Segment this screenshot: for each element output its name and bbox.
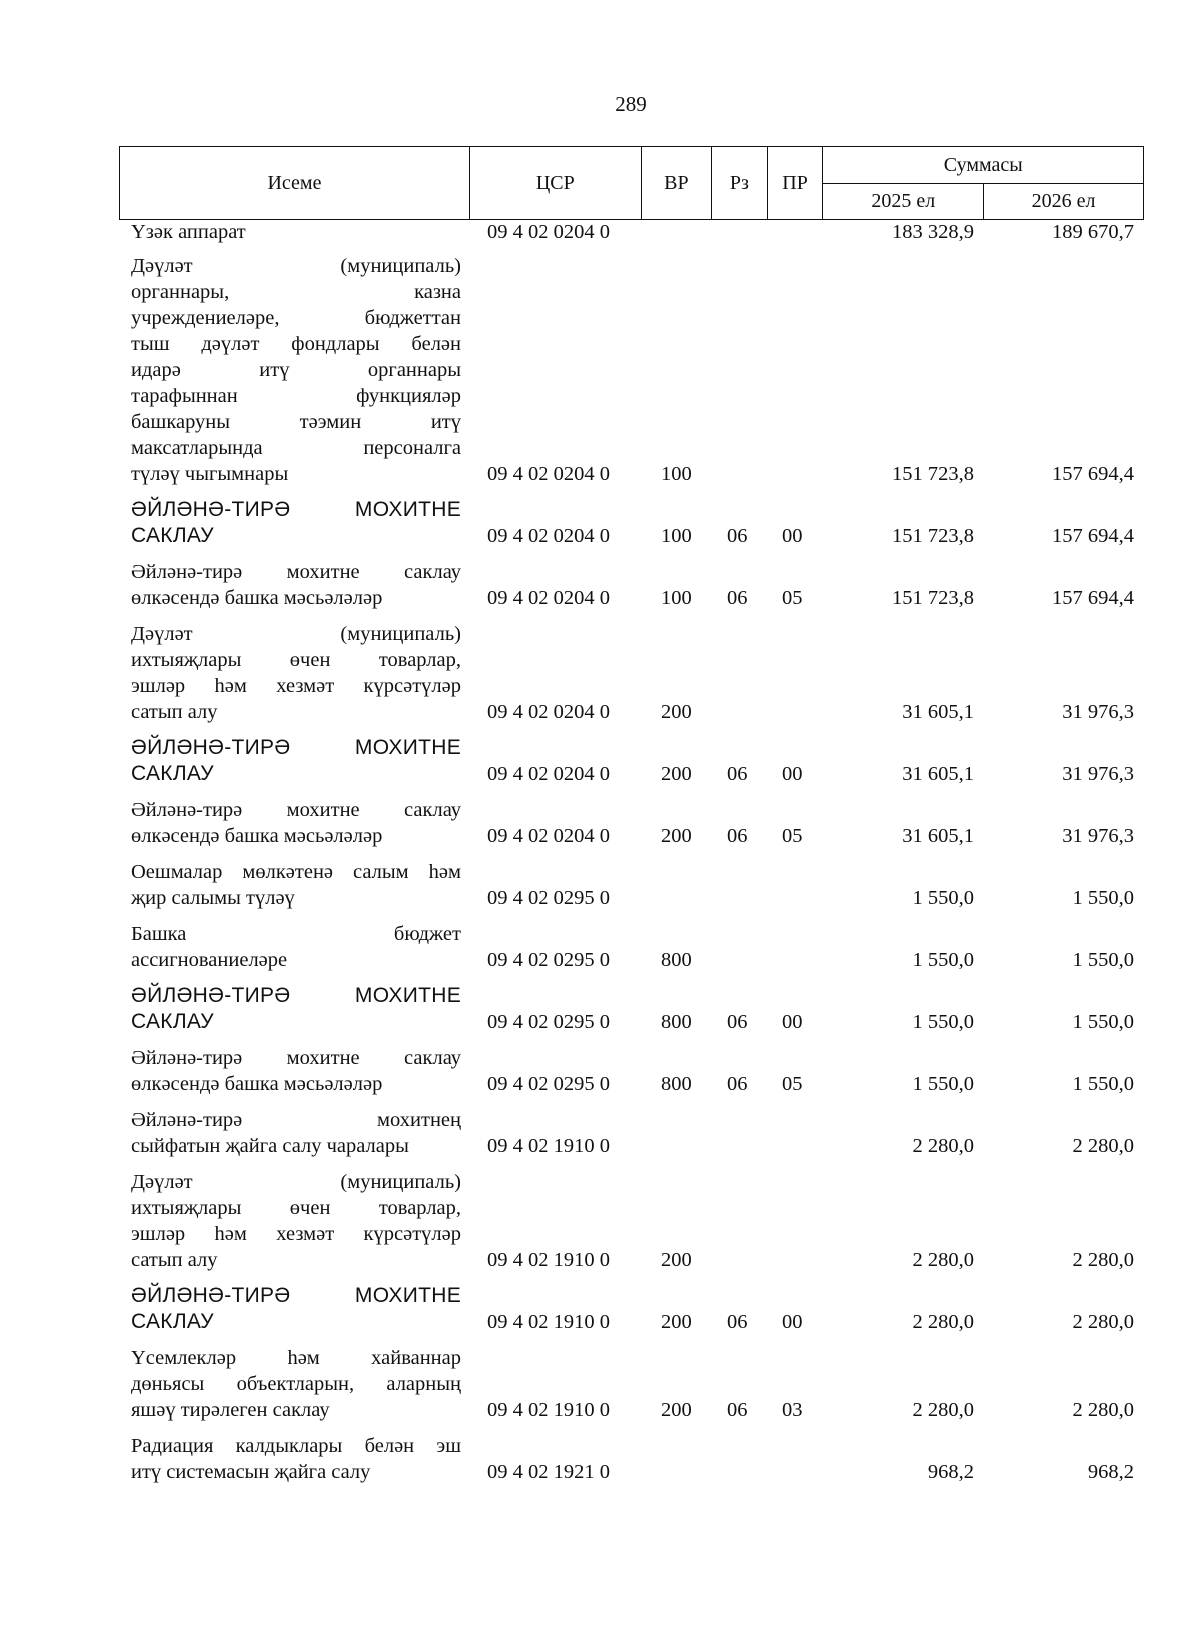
row-rz: 06 xyxy=(727,825,748,847)
row-sum-2026: 1 550,0 xyxy=(1072,887,1134,909)
row-rz: 06 xyxy=(727,587,748,609)
row-sum-2026: 2 280,0 xyxy=(1072,1399,1134,1421)
table-row xyxy=(0,983,1200,1035)
row-vr: 200 xyxy=(661,1399,692,1421)
row-name-line: итү системасын җайга салу xyxy=(131,1461,371,1483)
row-csr: 09 4 02 0295 0 xyxy=(487,1011,610,1033)
row-name-line: ӘЙЛӘНӘ-ТИРӘ МОХИТНЕ xyxy=(131,736,461,759)
row-csr: 09 4 02 0295 0 xyxy=(487,887,610,909)
row-sum-2025: 1 550,0 xyxy=(912,887,974,909)
row-name-line: яшәү тирәлеген саклау xyxy=(131,1399,330,1421)
row-name-line: САКЛАУ xyxy=(131,1310,214,1333)
header-sums: Суммасы xyxy=(823,147,1144,184)
row-csr: 09 4 02 1910 0 xyxy=(487,1311,610,1333)
table-body xyxy=(0,219,1200,1495)
row-sum-2025: 31 605,1 xyxy=(902,763,974,785)
row-csr: 09 4 02 1921 0 xyxy=(487,1461,610,1483)
row-sum-2026: 189 670,7 xyxy=(1052,221,1134,243)
table-row xyxy=(0,621,1200,725)
row-vr: 800 xyxy=(661,949,692,971)
row-name-line: ихтыяҗлары өчен товарлар, xyxy=(131,649,461,671)
row-sum-2026: 31 976,3 xyxy=(1062,763,1134,785)
row-vr: 200 xyxy=(661,1311,692,1333)
header-csr: ЦСР xyxy=(469,147,641,220)
row-pr: 05 xyxy=(782,825,803,847)
row-sum-2025: 1 550,0 xyxy=(912,1011,974,1033)
row-sum-2026: 31 976,3 xyxy=(1062,701,1134,723)
table-row xyxy=(0,797,1200,849)
row-name xyxy=(131,983,461,1035)
row-name-line: Үзәк аппарат xyxy=(131,221,246,243)
row-rz: 06 xyxy=(727,1011,748,1033)
row-sum-2026: 1 550,0 xyxy=(1072,1011,1134,1033)
row-name-line: учреждениеләре, бюджеттан xyxy=(131,307,461,329)
row-pr: 00 xyxy=(782,1311,803,1333)
row-sum-2026: 1 550,0 xyxy=(1072,1073,1134,1095)
row-sum-2026: 31 976,3 xyxy=(1062,825,1134,847)
row-name-line: эшләр һәм хезмәт күрсәтүләр xyxy=(131,675,461,697)
row-name-line: ихтыяҗлары өчен товарлар, xyxy=(131,1197,461,1219)
row-pr: 03 xyxy=(782,1399,803,1421)
row-csr: 09 4 02 0204 0 xyxy=(487,221,610,243)
table-row xyxy=(0,1283,1200,1335)
row-sum-2026: 1 550,0 xyxy=(1072,949,1134,971)
row-csr: 09 4 02 0204 0 xyxy=(487,701,610,723)
row-rz: 06 xyxy=(727,1399,748,1421)
row-sum-2025: 151 723,8 xyxy=(892,463,974,485)
row-name xyxy=(131,253,461,487)
row-name-line: түләү чыгымнары xyxy=(131,463,289,485)
row-name-line: максатларында персоналга xyxy=(131,437,461,459)
table-row xyxy=(0,219,1200,245)
row-csr: 09 4 02 0295 0 xyxy=(487,1073,610,1095)
row-name xyxy=(131,559,461,611)
row-csr: 09 4 02 0204 0 xyxy=(487,463,610,485)
row-name-line: ассигнованиеләре xyxy=(131,949,288,971)
row-name xyxy=(131,1045,461,1097)
table-row xyxy=(0,1107,1200,1159)
row-name-line: эшләр һәм хезмәт күрсәтүләр xyxy=(131,1223,461,1245)
row-sum-2026: 2 280,0 xyxy=(1072,1135,1134,1157)
row-name-line: Әйләнә-тирә мохитне саклау xyxy=(131,561,461,583)
header-pr: ПР xyxy=(767,147,823,220)
row-csr: 09 4 02 1910 0 xyxy=(487,1135,610,1157)
row-sum-2025: 1 550,0 xyxy=(912,1073,974,1095)
table-header xyxy=(119,146,1144,220)
row-name-line: Башка бюджет xyxy=(131,923,461,945)
row-name xyxy=(131,621,461,725)
row-name-line: тыш дәүләт фондлары белән xyxy=(131,333,461,355)
row-vr: 100 xyxy=(661,463,692,485)
table-row xyxy=(0,1045,1200,1097)
table-row xyxy=(0,253,1200,487)
row-csr: 09 4 02 0204 0 xyxy=(487,763,610,785)
row-name-line: САКЛАУ xyxy=(131,1010,214,1033)
table-row xyxy=(0,1345,1200,1423)
row-name xyxy=(131,1345,461,1423)
row-sum-2025: 2 280,0 xyxy=(912,1311,974,1333)
row-sum-2026: 157 694,4 xyxy=(1052,587,1134,609)
row-csr: 09 4 02 0204 0 xyxy=(487,587,610,609)
row-pr: 00 xyxy=(782,763,803,785)
table-row xyxy=(0,859,1200,911)
row-sum-2025: 2 280,0 xyxy=(912,1135,974,1157)
row-csr: 09 4 02 0204 0 xyxy=(487,525,610,547)
row-vr: 800 xyxy=(661,1011,692,1033)
row-vr: 200 xyxy=(661,1249,692,1271)
row-vr: 100 xyxy=(661,587,692,609)
row-csr: 09 4 02 1910 0 xyxy=(487,1249,610,1271)
row-name-line: Дәүләт (муниципаль) xyxy=(131,255,461,277)
row-rz: 06 xyxy=(727,1311,748,1333)
row-name-line: САКЛАУ xyxy=(131,762,214,785)
row-name xyxy=(131,497,461,549)
row-sum-2025: 151 723,8 xyxy=(892,525,974,547)
row-vr: 100 xyxy=(661,525,692,547)
row-rz: 06 xyxy=(727,763,748,785)
row-name-line: органнары, казна xyxy=(131,281,461,303)
table-row xyxy=(0,1433,1200,1485)
page-number: 289 xyxy=(615,92,647,116)
row-name-line: ӘЙЛӘНӘ-ТИРӘ МОХИТНЕ xyxy=(131,498,461,521)
row-sum-2025: 1 550,0 xyxy=(912,949,974,971)
row-name-line: ӘЙЛӘНӘ-ТИРӘ МОХИТНЕ xyxy=(131,984,461,1007)
row-csr: 09 4 02 0295 0 xyxy=(487,949,610,971)
table-row xyxy=(0,497,1200,549)
row-name-line: Әйләнә-тирә мохитне саклау xyxy=(131,1047,461,1069)
row-pr: 05 xyxy=(782,587,803,609)
row-name xyxy=(131,1433,461,1485)
row-rz: 06 xyxy=(727,1073,748,1095)
row-name-line: дөньясы объектларын, аларның xyxy=(131,1373,461,1395)
row-name-line: җир салымы түләү xyxy=(131,887,295,909)
row-name-line: Дәүләт (муниципаль) xyxy=(131,1171,461,1193)
row-name xyxy=(131,1169,461,1273)
row-vr: 800 xyxy=(661,1073,692,1095)
row-sum-2026: 157 694,4 xyxy=(1052,525,1134,547)
row-name-line: Оешмалар мөлкәтенә салым һәм xyxy=(131,861,461,883)
row-name-line: өлкәсендә башка мәсьәләләр xyxy=(131,587,383,609)
row-pr: 05 xyxy=(782,1073,803,1095)
table-row xyxy=(0,559,1200,611)
row-name-line: сыйфатын җайга салу чаралары xyxy=(131,1135,409,1157)
row-name xyxy=(131,1107,461,1159)
row-sum-2025: 31 605,1 xyxy=(902,701,974,723)
row-name-line: Үсемлекләр һәм хайваннар xyxy=(131,1347,461,1369)
row-name-line: Әйләнә-тирә мохитнең xyxy=(131,1109,461,1131)
table-row xyxy=(0,735,1200,787)
row-csr: 09 4 02 0204 0 xyxy=(487,825,610,847)
row-csr: 09 4 02 1910 0 xyxy=(487,1399,610,1421)
row-sum-2025: 968,2 xyxy=(927,1461,974,1483)
row-name-line: сатып алу xyxy=(131,1249,218,1271)
row-sum-2026: 968,2 xyxy=(1087,1461,1134,1483)
row-name-line: САКЛАУ xyxy=(131,524,214,547)
row-name-line: сатып алу xyxy=(131,701,218,723)
header-year-2026: 2026 ел xyxy=(984,184,1144,220)
row-rz: 06 xyxy=(727,525,748,547)
row-vr: 200 xyxy=(661,825,692,847)
row-name xyxy=(131,859,461,911)
row-pr: 00 xyxy=(782,525,803,547)
header-name: Исеме xyxy=(120,147,470,220)
table-row xyxy=(0,1169,1200,1273)
row-name xyxy=(131,735,461,787)
row-sum-2025: 2 280,0 xyxy=(912,1249,974,1271)
row-sum-2025: 2 280,0 xyxy=(912,1399,974,1421)
row-name xyxy=(131,219,461,245)
row-name-line: Әйләнә-тирә мохитне саклау xyxy=(131,799,461,821)
row-sum-2026: 2 280,0 xyxy=(1072,1311,1134,1333)
table-row xyxy=(0,921,1200,973)
row-sum-2026: 157 694,4 xyxy=(1052,463,1134,485)
row-name xyxy=(131,797,461,849)
row-name-line: башкаруны тәэмин итү xyxy=(131,411,461,433)
header-rz: Рз xyxy=(712,147,768,220)
row-sum-2025: 151 723,8 xyxy=(892,587,974,609)
row-pr: 00 xyxy=(782,1011,803,1033)
row-name-line: тарафыннан функцияләр xyxy=(131,385,461,407)
row-name-line: Дәүләт (муниципаль) xyxy=(131,623,461,645)
row-vr: 200 xyxy=(661,701,692,723)
row-sum-2025: 31 605,1 xyxy=(902,825,974,847)
row-name xyxy=(131,1283,461,1335)
row-name-line: ӘЙЛӘНӘ-ТИРӘ МОХИТНЕ xyxy=(131,1284,461,1307)
row-name-line: идарә итү органнары xyxy=(131,359,461,381)
row-vr: 200 xyxy=(661,763,692,785)
row-name-line: өлкәсендә башка мәсьәләләр xyxy=(131,1073,383,1095)
header-year-2025: 2025 ел xyxy=(823,184,984,220)
row-name xyxy=(131,921,461,973)
row-sum-2025: 183 328,9 xyxy=(892,221,974,243)
row-sum-2026: 2 280,0 xyxy=(1072,1249,1134,1271)
header-vr: ВР xyxy=(641,147,712,220)
row-name-line: өлкәсендә башка мәсьәләләр xyxy=(131,825,383,847)
row-name-line: Радиация калдыклары белән эш xyxy=(131,1435,461,1457)
